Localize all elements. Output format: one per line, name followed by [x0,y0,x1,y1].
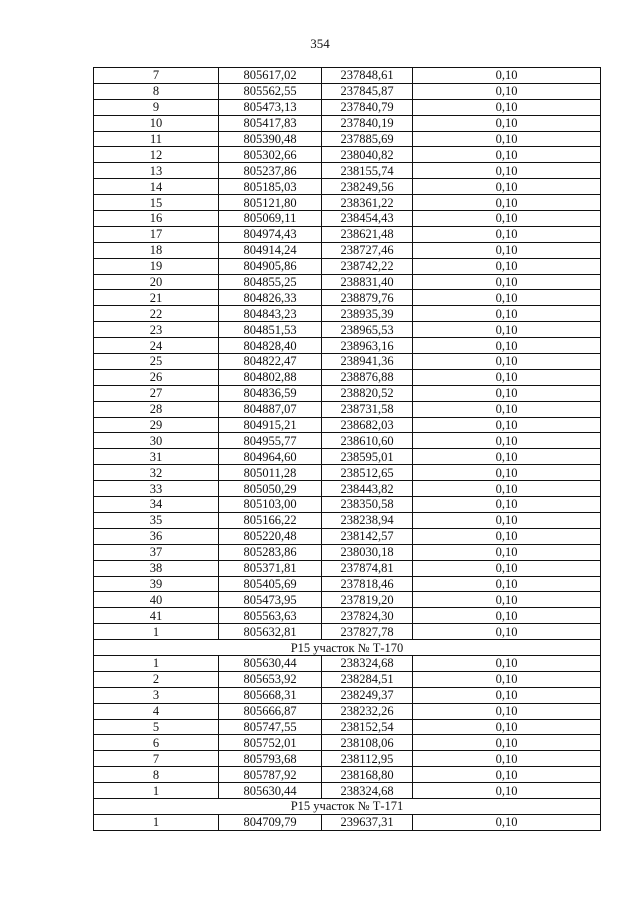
table-row [94,147,601,163]
point-number-cell: 19 [94,258,219,274]
x-coordinate-cell: 805617,02 [219,68,322,84]
x-coordinate-cell: 805666,87 [219,703,322,719]
point-number-cell: 37 [94,544,219,560]
page-number: 354 [310,36,330,51]
point-number-cell: 5 [94,719,219,735]
table-row [94,290,601,306]
tolerance-cell: 0,10 [413,83,601,99]
y-coordinate-cell: 238361,22 [322,195,413,211]
tolerance-cell: 0,10 [413,449,601,465]
coordinates-table [93,67,601,831]
y-coordinate-cell: 238152,54 [322,719,413,735]
point-number-cell: 1 [94,814,219,830]
y-coordinate-cell: 238112,95 [322,751,413,767]
y-coordinate-cell: 238040,82 [322,147,413,163]
x-coordinate-cell: 805050,29 [219,481,322,497]
x-coordinate-cell: 804822,47 [219,354,322,370]
y-coordinate-cell: 239637,31 [322,814,413,830]
point-number-cell: 22 [94,306,219,322]
tolerance-cell: 0,10 [413,608,601,624]
y-coordinate-cell: 238142,57 [322,528,413,544]
x-coordinate-cell: 805237,86 [219,163,322,179]
tolerance-cell: 0,10 [413,512,601,528]
tolerance-cell: 0,10 [413,735,601,751]
x-coordinate-cell: 804855,25 [219,274,322,290]
table-row [94,751,601,767]
tolerance-cell: 0,10 [413,68,601,84]
x-coordinate-cell: 805563,63 [219,608,322,624]
table-row [94,783,601,799]
tolerance-cell: 0,10 [413,592,601,608]
tolerance-cell: 0,10 [413,306,601,322]
table-row [94,655,601,671]
tolerance-cell: 0,10 [413,433,601,449]
y-coordinate-cell: 238030,18 [322,544,413,560]
x-coordinate-cell: 804914,24 [219,242,322,258]
point-number-cell: 38 [94,560,219,576]
table-row [94,211,601,227]
point-number-cell: 41 [94,608,219,624]
y-coordinate-cell: 238876,88 [322,369,413,385]
x-coordinate-cell: 804905,86 [219,258,322,274]
x-coordinate-cell: 805166,22 [219,512,322,528]
table-row [94,242,601,258]
tolerance-cell: 0,10 [413,528,601,544]
point-number-cell: 26 [94,369,219,385]
table-row [94,576,601,592]
section-header-row [94,798,601,814]
point-number-cell: 31 [94,449,219,465]
table-row [94,703,601,719]
tolerance-cell: 0,10 [413,814,601,830]
table-row [94,608,601,624]
point-number-cell: 18 [94,242,219,258]
tolerance-cell: 0,10 [413,274,601,290]
table-row [94,814,601,830]
table-row [94,195,601,211]
y-coordinate-cell: 238935,39 [322,306,413,322]
table-row [94,767,601,783]
point-number-cell: 16 [94,211,219,227]
x-coordinate-cell: 804851,53 [219,322,322,338]
x-coordinate-cell: 805668,31 [219,687,322,703]
y-coordinate-cell: 238682,03 [322,417,413,433]
table-row [94,115,601,131]
y-coordinate-cell: 237848,61 [322,68,413,84]
tolerance-cell: 0,10 [413,226,601,242]
x-coordinate-cell: 805562,55 [219,83,322,99]
table-row [94,560,601,576]
y-coordinate-cell: 237819,20 [322,592,413,608]
table-row [94,624,601,640]
table-row [94,322,601,338]
table-row [94,433,601,449]
tolerance-cell: 0,10 [413,354,601,370]
y-coordinate-cell: 238232,26 [322,703,413,719]
table-row [94,385,601,401]
x-coordinate-cell: 804709,79 [219,814,322,830]
tolerance-cell: 0,10 [413,99,601,115]
table-row [94,131,601,147]
point-number-cell: 8 [94,767,219,783]
x-coordinate-cell: 805747,55 [219,719,322,735]
tolerance-cell: 0,10 [413,481,601,497]
tolerance-cell: 0,10 [413,385,601,401]
y-coordinate-cell: 238727,46 [322,242,413,258]
table-row [94,497,601,513]
y-coordinate-cell: 238965,53 [322,322,413,338]
tolerance-cell: 0,10 [413,147,601,163]
point-number-cell: 36 [94,528,219,544]
point-number-cell: 27 [94,385,219,401]
table-row [94,83,601,99]
x-coordinate-cell: 805632,81 [219,624,322,640]
table-row [94,68,601,84]
y-coordinate-cell: 238284,51 [322,671,413,687]
point-number-cell: 20 [94,274,219,290]
y-coordinate-cell: 238249,56 [322,179,413,195]
x-coordinate-cell: 805283,86 [219,544,322,560]
table-row [94,512,601,528]
point-number-cell: 8 [94,83,219,99]
x-coordinate-cell: 805473,13 [219,99,322,115]
table-row [94,274,601,290]
tolerance-cell: 0,10 [413,497,601,513]
y-coordinate-cell: 238324,68 [322,783,413,799]
x-coordinate-cell: 805121,80 [219,195,322,211]
x-coordinate-cell: 804826,33 [219,290,322,306]
x-coordinate-cell: 804887,07 [219,401,322,417]
y-coordinate-cell: 238941,36 [322,354,413,370]
table-row [94,735,601,751]
tolerance-cell: 0,10 [413,767,601,783]
x-coordinate-cell: 805405,69 [219,576,322,592]
y-coordinate-cell: 238621,48 [322,226,413,242]
x-coordinate-cell: 804964,60 [219,449,322,465]
table-row [94,671,601,687]
point-number-cell: 3 [94,687,219,703]
y-coordinate-cell: 238831,40 [322,274,413,290]
table-row [94,687,601,703]
point-number-cell: 2 [94,671,219,687]
point-number-cell: 12 [94,147,219,163]
y-coordinate-cell: 238238,94 [322,512,413,528]
x-coordinate-cell: 804802,88 [219,369,322,385]
point-number-cell: 34 [94,497,219,513]
x-coordinate-cell: 805417,83 [219,115,322,131]
tolerance-cell: 0,10 [413,179,601,195]
section-label: Р15 участок № Т-170 [94,640,601,656]
point-number-cell: 7 [94,68,219,84]
point-number-cell: 29 [94,417,219,433]
tolerance-cell: 0,10 [413,719,601,735]
x-coordinate-cell: 805069,11 [219,211,322,227]
point-number-cell: 40 [94,592,219,608]
tolerance-cell: 0,10 [413,242,601,258]
tolerance-cell: 0,10 [413,115,601,131]
table-row [94,258,601,274]
point-number-cell: 28 [94,401,219,417]
table-row [94,226,601,242]
y-coordinate-cell: 238742,22 [322,258,413,274]
tolerance-cell: 0,10 [413,401,601,417]
y-coordinate-cell: 238108,06 [322,735,413,751]
y-coordinate-cell: 238595,01 [322,449,413,465]
point-number-cell: 6 [94,735,219,751]
y-coordinate-cell: 237818,46 [322,576,413,592]
x-coordinate-cell: 804974,43 [219,226,322,242]
point-number-cell: 32 [94,465,219,481]
tolerance-cell: 0,10 [413,671,601,687]
y-coordinate-cell: 238610,60 [322,433,413,449]
section-header-row [94,640,601,656]
table-row [94,354,601,370]
tolerance-cell: 0,10 [413,290,601,306]
y-coordinate-cell: 237824,30 [322,608,413,624]
tolerance-cell: 0,10 [413,195,601,211]
x-coordinate-cell: 805787,92 [219,767,322,783]
y-coordinate-cell: 237874,81 [322,560,413,576]
x-coordinate-cell: 805371,81 [219,560,322,576]
x-coordinate-cell: 805473,95 [219,592,322,608]
tolerance-cell: 0,10 [413,369,601,385]
table-row [94,719,601,735]
table-row [94,417,601,433]
point-number-cell: 1 [94,655,219,671]
y-coordinate-cell: 238155,74 [322,163,413,179]
point-number-cell: 1 [94,783,219,799]
x-coordinate-cell: 804843,23 [219,306,322,322]
table-row [94,528,601,544]
y-coordinate-cell: 237845,87 [322,83,413,99]
y-coordinate-cell: 238512,65 [322,465,413,481]
x-coordinate-cell: 804828,40 [219,338,322,354]
tolerance-cell: 0,10 [413,258,601,274]
table-row [94,592,601,608]
y-coordinate-cell: 238963,16 [322,338,413,354]
y-coordinate-cell: 238249,37 [322,687,413,703]
tolerance-cell: 0,10 [413,624,601,640]
x-coordinate-cell: 805103,00 [219,497,322,513]
x-coordinate-cell: 805630,44 [219,655,322,671]
table-row [94,449,601,465]
x-coordinate-cell: 805302,66 [219,147,322,163]
x-coordinate-cell: 804836,59 [219,385,322,401]
table-row [94,338,601,354]
x-coordinate-cell: 805752,01 [219,735,322,751]
x-coordinate-cell: 805011,28 [219,465,322,481]
tolerance-cell: 0,10 [413,703,601,719]
y-coordinate-cell: 237827,78 [322,624,413,640]
point-number-cell: 17 [94,226,219,242]
tolerance-cell: 0,10 [413,751,601,767]
table-row [94,481,601,497]
tolerance-cell: 0,10 [413,338,601,354]
x-coordinate-cell: 805220,48 [219,528,322,544]
point-number-cell: 4 [94,703,219,719]
tolerance-cell: 0,10 [413,131,601,147]
tolerance-cell: 0,10 [413,417,601,433]
y-coordinate-cell: 237840,79 [322,99,413,115]
point-number-cell: 25 [94,354,219,370]
tolerance-cell: 0,10 [413,783,601,799]
y-coordinate-cell: 237885,69 [322,131,413,147]
point-number-cell: 15 [94,195,219,211]
point-number-cell: 10 [94,115,219,131]
table-row [94,99,601,115]
y-coordinate-cell: 237840,19 [322,115,413,131]
table-row [94,306,601,322]
tolerance-cell: 0,10 [413,687,601,703]
table-row [94,465,601,481]
point-number-cell: 33 [94,481,219,497]
point-number-cell: 39 [94,576,219,592]
x-coordinate-cell: 805390,48 [219,131,322,147]
table-row [94,179,601,195]
point-number-cell: 14 [94,179,219,195]
point-number-cell: 24 [94,338,219,354]
tolerance-cell: 0,10 [413,163,601,179]
y-coordinate-cell: 238443,82 [322,481,413,497]
tolerance-cell: 0,10 [413,211,601,227]
y-coordinate-cell: 238820,52 [322,385,413,401]
tolerance-cell: 0,10 [413,560,601,576]
point-number-cell: 35 [94,512,219,528]
table-row [94,401,601,417]
point-number-cell: 11 [94,131,219,147]
table-row [94,544,601,560]
point-number-cell: 30 [94,433,219,449]
point-number-cell: 13 [94,163,219,179]
tolerance-cell: 0,10 [413,576,601,592]
section-label: Р15 участок № Т-171 [94,798,601,814]
point-number-cell: 9 [94,99,219,115]
x-coordinate-cell: 805185,03 [219,179,322,195]
y-coordinate-cell: 238454,43 [322,211,413,227]
point-number-cell: 1 [94,624,219,640]
y-coordinate-cell: 238350,58 [322,497,413,513]
y-coordinate-cell: 238324,68 [322,655,413,671]
y-coordinate-cell: 238879,76 [322,290,413,306]
point-number-cell: 7 [94,751,219,767]
tolerance-cell: 0,10 [413,544,601,560]
x-coordinate-cell: 804955,77 [219,433,322,449]
point-number-cell: 21 [94,290,219,306]
x-coordinate-cell: 804915,21 [219,417,322,433]
tolerance-cell: 0,10 [413,655,601,671]
x-coordinate-cell: 805653,92 [219,671,322,687]
table-row [94,163,601,179]
x-coordinate-cell: 805793,68 [219,751,322,767]
y-coordinate-cell: 238168,80 [322,767,413,783]
table-row [94,369,601,385]
tolerance-cell: 0,10 [413,322,601,338]
point-number-cell: 23 [94,322,219,338]
coordinates-table-body [94,68,601,831]
x-coordinate-cell: 805630,44 [219,783,322,799]
y-coordinate-cell: 238731,58 [322,401,413,417]
tolerance-cell: 0,10 [413,465,601,481]
